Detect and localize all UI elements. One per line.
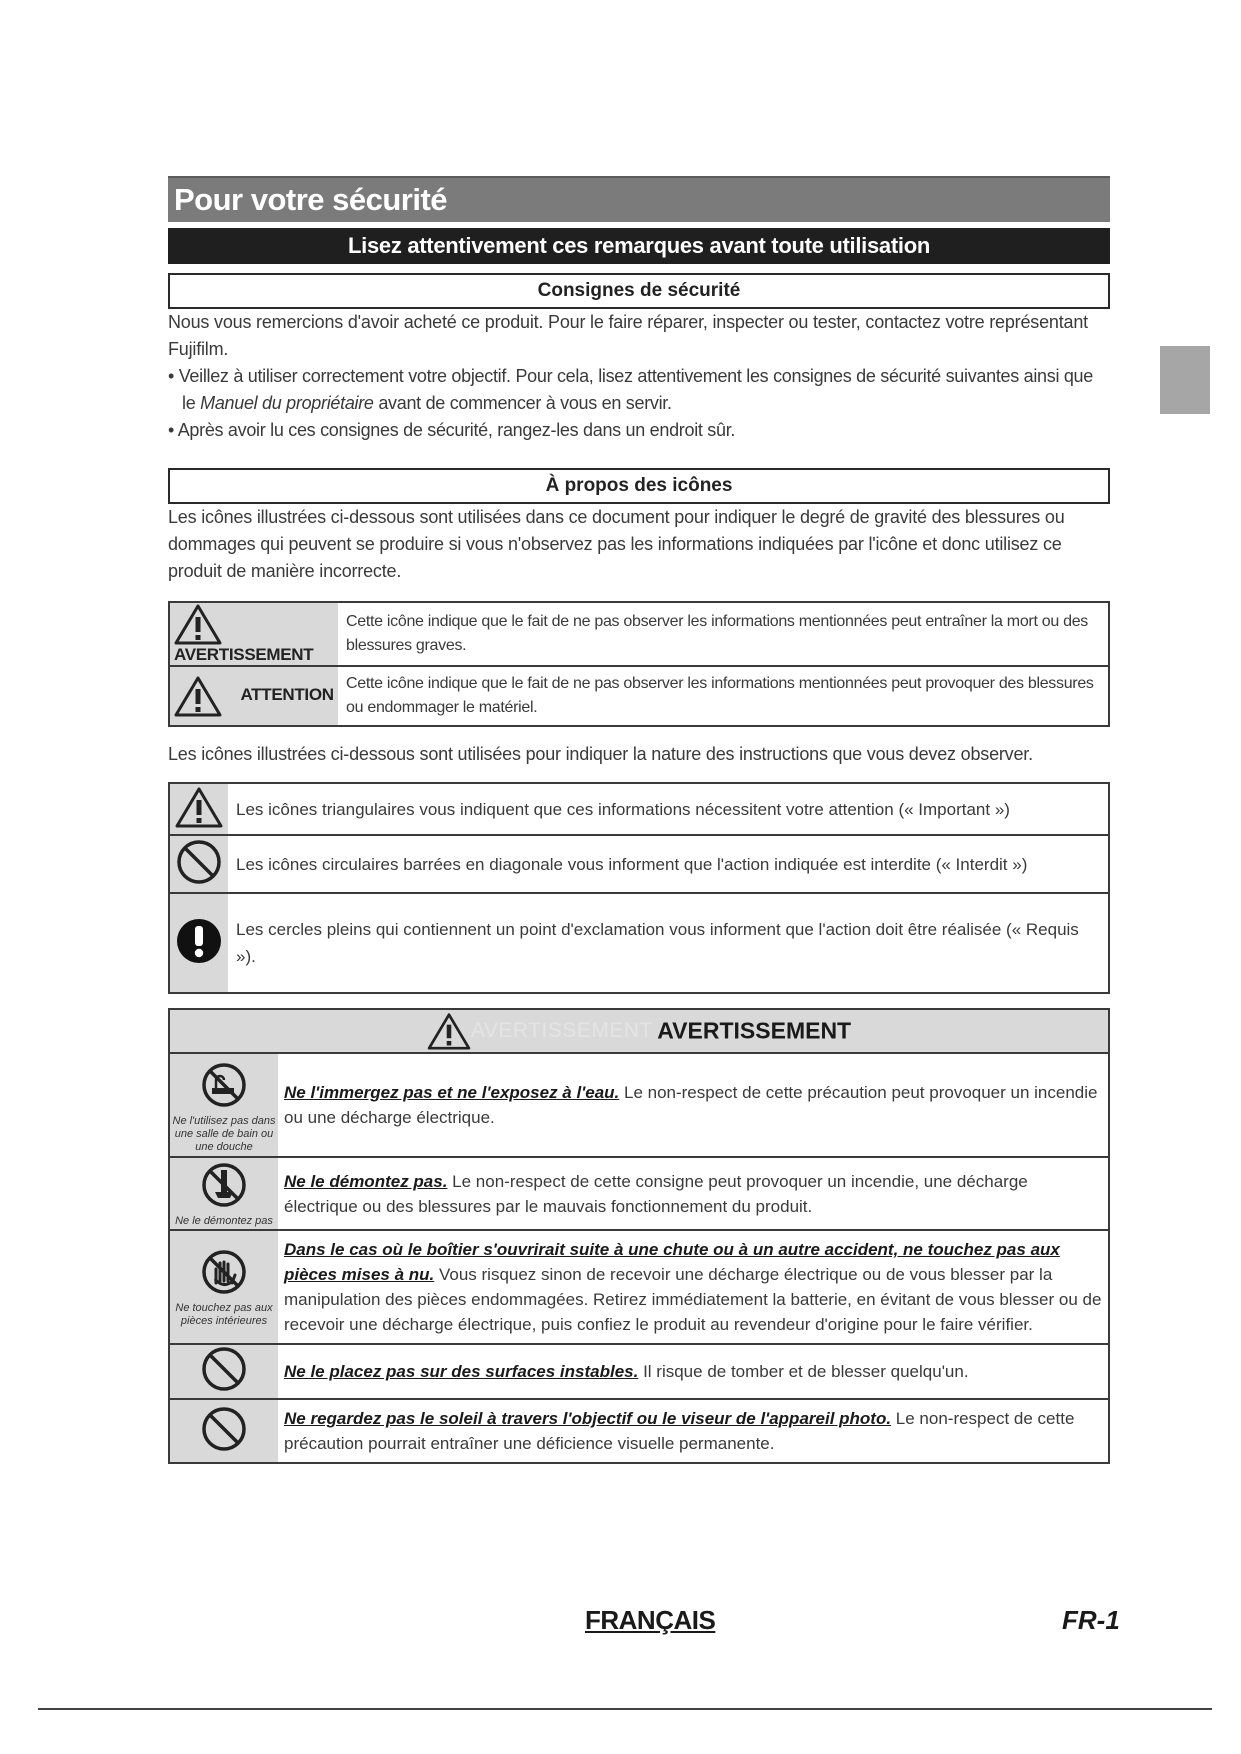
warning-text-cell xyxy=(278,1157,1109,1230)
kind-description: Les icônes circulaires barrées en diagonale vous informent que l'action indiquée est interdite (« Interdit ») xyxy=(228,835,1109,893)
warning-body: Le non-respect de cette consigne peut provoquer un incendie, une décharge électrique ou des blessures par le mauvais fonctionnement du produit. xyxy=(284,1171,1028,1216)
warning-heading: AVERTISSEMENT xyxy=(657,1017,852,1044)
signal-description: Cette icône indique que le fait de ne pas observer les informations mentionnées peut entraîner la mort ou des blessures graves. xyxy=(338,602,1109,666)
signal-words-table xyxy=(168,601,1110,727)
warning-triangle-icon xyxy=(427,1012,471,1050)
warning-headline: Ne le démontez pas. xyxy=(284,1171,448,1191)
pictogram-label: Ne l'utilisez pas dans une salle de bain ou une douche xyxy=(172,1114,276,1153)
signal-cell xyxy=(169,602,338,666)
warning-body: Le non-respect de cette précaution pourrait entraîner une déficience visuelle permanente. xyxy=(284,1409,1075,1453)
kind-description: Les cercles pleins qui contiennent un point d'exclamation vous informent que l'action doit être réalisée (« Requis »). xyxy=(228,893,1109,993)
prohibited-icon xyxy=(176,839,222,885)
warning-triangle-icon xyxy=(174,603,222,645)
no-disassembly-icon xyxy=(199,1162,249,1208)
warning-triangle-icon xyxy=(174,675,222,717)
warning-text-cell xyxy=(278,1053,1109,1157)
ghost-label: AVERTISSEMENT xyxy=(470,1019,653,1042)
bullet-1-text: • Veillez à utiliser correctement votre objectif. Pour cela, lisez attentivement les consignes de sécurité suivantes ainsi que le xyxy=(168,366,1093,413)
warning-body: Il risque de tomber et de blesser quelqu'un. xyxy=(638,1362,969,1381)
pictogram-cell xyxy=(169,1053,278,1157)
kind-row-important xyxy=(169,783,1109,835)
page-content xyxy=(168,176,1110,1464)
safety-bullet-2: • Après avoir lu ces consignes de sécurité, rangez-les dans un endroit sûr. xyxy=(168,420,736,440)
warning-triangle-icon xyxy=(175,786,223,828)
safety-bullet-1 xyxy=(168,363,1110,417)
warning-header-cell xyxy=(169,1009,1109,1053)
warning-headline: Dans le cas où le boîtier s'ouvrirait suite à une chute ou à un autre accident, ne touchez pas aux pièces mises à nu. xyxy=(284,1240,1060,1284)
kind-icon-cell xyxy=(169,893,228,993)
no-bathroom-use-icon xyxy=(199,1062,249,1108)
icons-heading: À propos des icônes xyxy=(168,468,1110,504)
warning-row-water xyxy=(169,1053,1109,1157)
pictogram-cell xyxy=(169,1230,278,1344)
manual-title: Manuel du propriétaire xyxy=(200,393,374,413)
do-not-touch-icon xyxy=(199,1249,249,1295)
warning-headline: Ne regardez pas le soleil à travers l'objectif ou le viseur de l'appareil photo. xyxy=(284,1409,892,1428)
pictogram-cell xyxy=(169,1157,278,1230)
warning-text-cell xyxy=(278,1230,1109,1344)
pictogram-label: Ne le démontez pas xyxy=(175,1215,273,1227)
kind-icon-cell xyxy=(169,835,228,893)
signal-row-attention xyxy=(169,666,1109,726)
signal-word-attention: ATTENTION xyxy=(240,685,334,705)
warning-row-disassembly xyxy=(169,1157,1109,1230)
safety-intro: Nous vous remercions d'avoir acheté ce produit. Pour le faire réparer, inspecter ou tester, contactez votre représentant Fujifilm. xyxy=(168,312,1088,359)
pictogram-cell xyxy=(169,1344,278,1399)
kind-row-required xyxy=(169,893,1109,993)
warning-body: Vous risquez sinon de recevoir une décharge électrique ou de vous blesser par la manipulation des pièces endommagées. Retirez immédiatement la batterie, en évitant de vous blesser ou de recevoir une décharge électrique, puis confiez le produit au revendeur d'origine pour le faire vérifier. xyxy=(284,1265,1102,1334)
page-subtitle: Lisez attentivement ces remarques avant toute utilisation xyxy=(168,228,1110,264)
exclamation-circle-icon xyxy=(175,917,223,965)
prohibited-icon xyxy=(199,1346,249,1392)
warning-headline: Ne l'immergez pas et ne l'exposez à l'eau. xyxy=(284,1083,620,1102)
kind-description: Les icônes triangulaires vous indiquent que ces informations nécessitent votre attention (« Important ») xyxy=(228,783,1109,835)
safety-heading: Consignes de sécurité xyxy=(168,273,1110,309)
bullet-1-text-end: avant de commencer à vous en servir. xyxy=(373,393,672,413)
signal-row-warning xyxy=(169,602,1109,666)
page-title: Pour votre sécurité xyxy=(168,176,1110,222)
signal-cell xyxy=(169,666,338,726)
warning-headline: Ne le placez pas sur des surfaces instables. xyxy=(284,1362,639,1381)
kind-row-forbidden xyxy=(169,835,1109,893)
warning-body: Le non-respect de cette précaution peut provoquer un incendie ou une décharge électrique. xyxy=(284,1083,1098,1127)
footer-divider xyxy=(38,1708,1212,1710)
warning-row-unstable xyxy=(169,1344,1109,1399)
signal-description: Cette icône indique que le fait de ne pas observer les informations mentionnées peut provoquer des blessures ou endommager le matériel. xyxy=(338,666,1109,726)
warning-text-cell xyxy=(278,1344,1109,1399)
footer-language: FRANÇAIS xyxy=(585,1605,716,1635)
instruction-kinds-table xyxy=(168,782,1110,994)
warning-row-touch xyxy=(169,1230,1109,1344)
signal-word-avertissement: AVERTISSEMENT xyxy=(174,645,314,664)
pictogram-label: Ne touchez pas aux pièces intérieures xyxy=(175,1302,273,1327)
warning-text-cell xyxy=(278,1399,1109,1463)
page-number: FR-1 xyxy=(1062,1605,1120,1635)
warning-row-sun xyxy=(169,1399,1109,1463)
section-tab-marker xyxy=(1160,346,1210,414)
kind-icon-cell xyxy=(169,783,228,835)
nature-intro: Les icônes illustrées ci-dessous sont utilisées pour indiquer la nature des instructions que vous devez observer. xyxy=(168,744,1033,764)
prohibited-icon xyxy=(199,1406,249,1452)
pictogram-cell xyxy=(169,1399,278,1463)
warning-table xyxy=(168,1008,1110,1464)
warning-table-header xyxy=(169,1009,1109,1053)
icons-intro: Les icônes illustrées ci-dessous sont utilisées dans ce document pour indiquer le degré de gravité des blessures ou dommages qui peuvent se produire si vous n'observez pas les informations indiquées par l'icône et donc utilisez ce produit de manière incorrecte. xyxy=(168,507,1065,581)
